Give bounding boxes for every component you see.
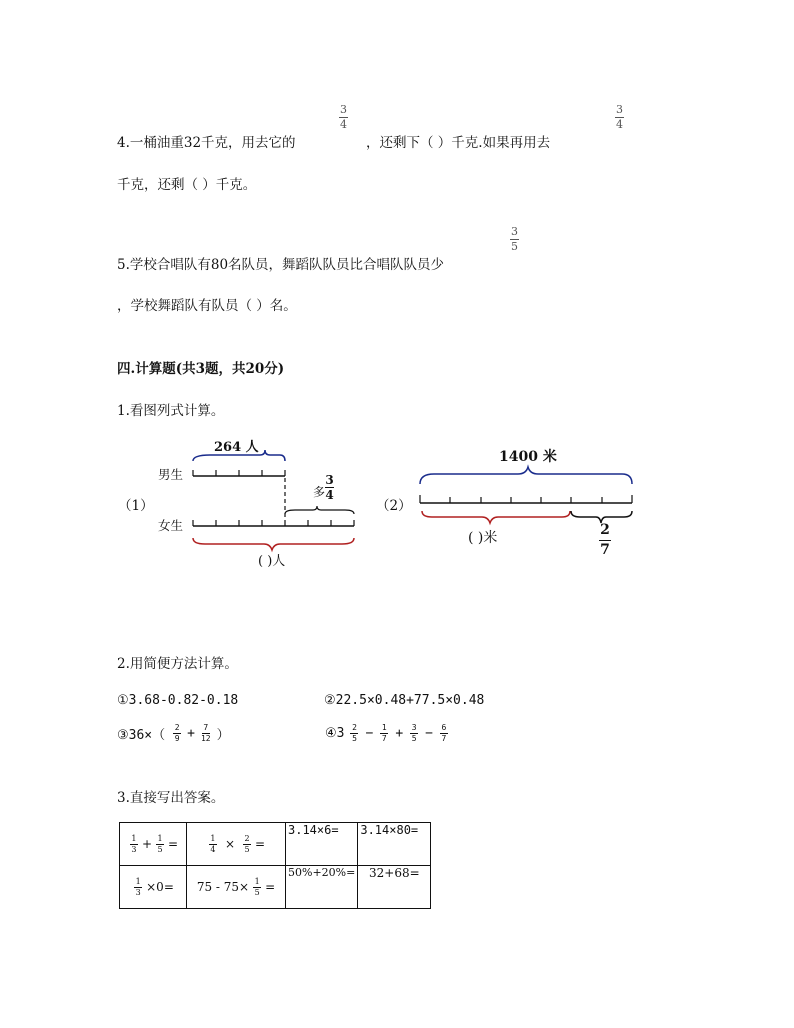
den: 3 — [131, 844, 137, 854]
fig2-fraction — [599, 523, 611, 558]
eq: = — [265, 880, 276, 894]
q5-line1: 5.学校合唱队有80名队员，舞蹈队队员比合唱队队员少 — [117, 257, 445, 273]
num: 1 — [381, 723, 387, 732]
eq: = — [255, 837, 266, 851]
fig1-girls-ticks — [193, 520, 354, 526]
num: 2 — [352, 723, 357, 732]
fig2-top-value: 1400 米 — [499, 449, 557, 465]
fig2-frac-num: 2 — [600, 522, 610, 538]
q4-fraction-1 — [339, 104, 348, 131]
table-row — [120, 866, 431, 909]
den: 7 — [381, 734, 387, 743]
q4-line1: 4.一桶油重32千克，用去它的 — [117, 135, 296, 151]
section-title: 四.计算题(共3题，共20分) — [117, 361, 285, 377]
den: 5 — [411, 734, 417, 743]
q2-expr-4 — [325, 724, 450, 743]
fig1-bottom-brace — [193, 538, 354, 550]
frac — [156, 835, 164, 854]
q4-frac2-num: 3 — [616, 103, 623, 116]
q3-cell-3: 3.14×6= — [286, 823, 358, 866]
q2-e3-suffix: ） — [216, 728, 230, 743]
q4-frac1-den: 4 — [340, 118, 347, 131]
den: 3 — [135, 887, 141, 897]
q2-e4-op3: − — [425, 726, 433, 741]
den: 5 — [352, 734, 357, 743]
fig1-top-value: 264 人 — [214, 440, 259, 455]
q2-e4-op2: + — [395, 726, 404, 741]
q2-title: 2.用简便方法计算。 — [117, 656, 238, 672]
q4-fraction-2 — [615, 104, 624, 131]
op: × — [224, 837, 235, 851]
q2-expr-3 — [117, 724, 230, 743]
num: 1 — [210, 833, 216, 843]
table-row — [120, 823, 431, 866]
num: 1 — [254, 876, 260, 886]
num: 7 — [203, 723, 209, 732]
q2-e4-frac3 — [410, 724, 418, 743]
fig2-bottom-label: ( )米 — [468, 530, 498, 546]
q2-e4-frac4 — [440, 724, 448, 743]
q2-e3-prefix: ③36×（ — [117, 728, 166, 743]
q3-title: 3.直接写出答案。 — [117, 790, 225, 806]
frac — [253, 878, 261, 897]
den: 4 — [210, 844, 216, 854]
fig1-more-brace — [285, 506, 354, 514]
q3-cell-8: 32+68= — [358, 866, 431, 909]
num: 1 — [157, 833, 163, 843]
num: 2 — [174, 723, 180, 732]
fig1-more-label: 多 — [313, 485, 326, 499]
q3-cell-2 — [187, 823, 286, 866]
q2-e4-op1: − — [365, 726, 374, 741]
den: 9 — [174, 734, 180, 743]
num: 2 — [244, 833, 250, 843]
fig2-diagram — [410, 460, 640, 530]
fig1-boys-ticks — [193, 470, 285, 476]
frac — [243, 835, 251, 854]
q2-e4-frac1 — [350, 724, 358, 743]
den: 7 — [441, 734, 447, 743]
q4-frac2-den: 4 — [616, 118, 623, 131]
frac — [130, 835, 138, 854]
op: + — [141, 837, 152, 851]
q1-title: 1.看图列式计算。 — [117, 403, 225, 419]
fig2-ticks — [420, 495, 632, 503]
q3-cell-7: 50%+20%= — [286, 866, 358, 909]
fig2-frac-den: 7 — [600, 542, 610, 558]
q5-fraction — [510, 226, 519, 253]
q4-line1b: ，还剩下（ ）千克.如果再用去 — [366, 135, 551, 151]
den: 5 — [244, 844, 250, 854]
q3-cell-6 — [187, 866, 286, 909]
q3-cell-4: 3.14×80= — [358, 823, 431, 866]
q4-line2: 千克，还剩（ ）千克。 — [117, 177, 257, 193]
den: 12 — [200, 734, 211, 743]
q2-e3-frac2 — [201, 724, 211, 743]
q2-e3-frac1 — [173, 724, 181, 743]
fig1-bottom-label: ( )人 — [258, 554, 286, 569]
frac — [134, 878, 142, 897]
q5-frac-num: 3 — [511, 225, 518, 238]
q2-e3-op: + — [187, 726, 195, 741]
q5-line2: ，学校舞蹈队有队员（ ）名。 — [117, 298, 297, 314]
q2-expr-2: ②22.5×0.48+77.5×0.48 — [324, 693, 485, 708]
fig1-row1-label: 男生 — [158, 467, 184, 482]
q3-cell-1 — [120, 823, 187, 866]
num: 1 — [135, 876, 141, 886]
fig1-more-frac-den: 4 — [325, 488, 334, 502]
den: 5 — [254, 887, 260, 897]
fig1-label: （1） — [118, 498, 154, 514]
q4-frac1-num: 3 — [340, 103, 347, 116]
fig1-row2-label: 女生 — [158, 518, 184, 533]
rest: ×0= — [146, 880, 174, 894]
num: 1 — [131, 833, 137, 843]
den: 5 — [157, 844, 163, 854]
num: 6 — [441, 723, 447, 732]
eq: = — [168, 837, 179, 851]
fig1-more-frac-num: 3 — [325, 473, 334, 487]
q2-e4-prefix: ④3 — [325, 726, 345, 741]
num: 3 — [411, 723, 417, 732]
q3-cell-5 — [120, 866, 187, 909]
frac — [209, 835, 217, 854]
q5-frac-den: 5 — [511, 240, 518, 253]
fig1-more-fraction — [325, 474, 334, 501]
fig2-top-brace — [420, 467, 632, 484]
pre: 75 - 75× — [196, 880, 250, 894]
fig2-label: （2） — [376, 498, 412, 514]
q3-answer-table — [119, 822, 431, 909]
q2-expr-1: ①3.68-0.82-0.18 — [117, 693, 239, 708]
q2-e4-frac2 — [380, 724, 388, 743]
fig2-bottom-brace — [422, 511, 570, 523]
